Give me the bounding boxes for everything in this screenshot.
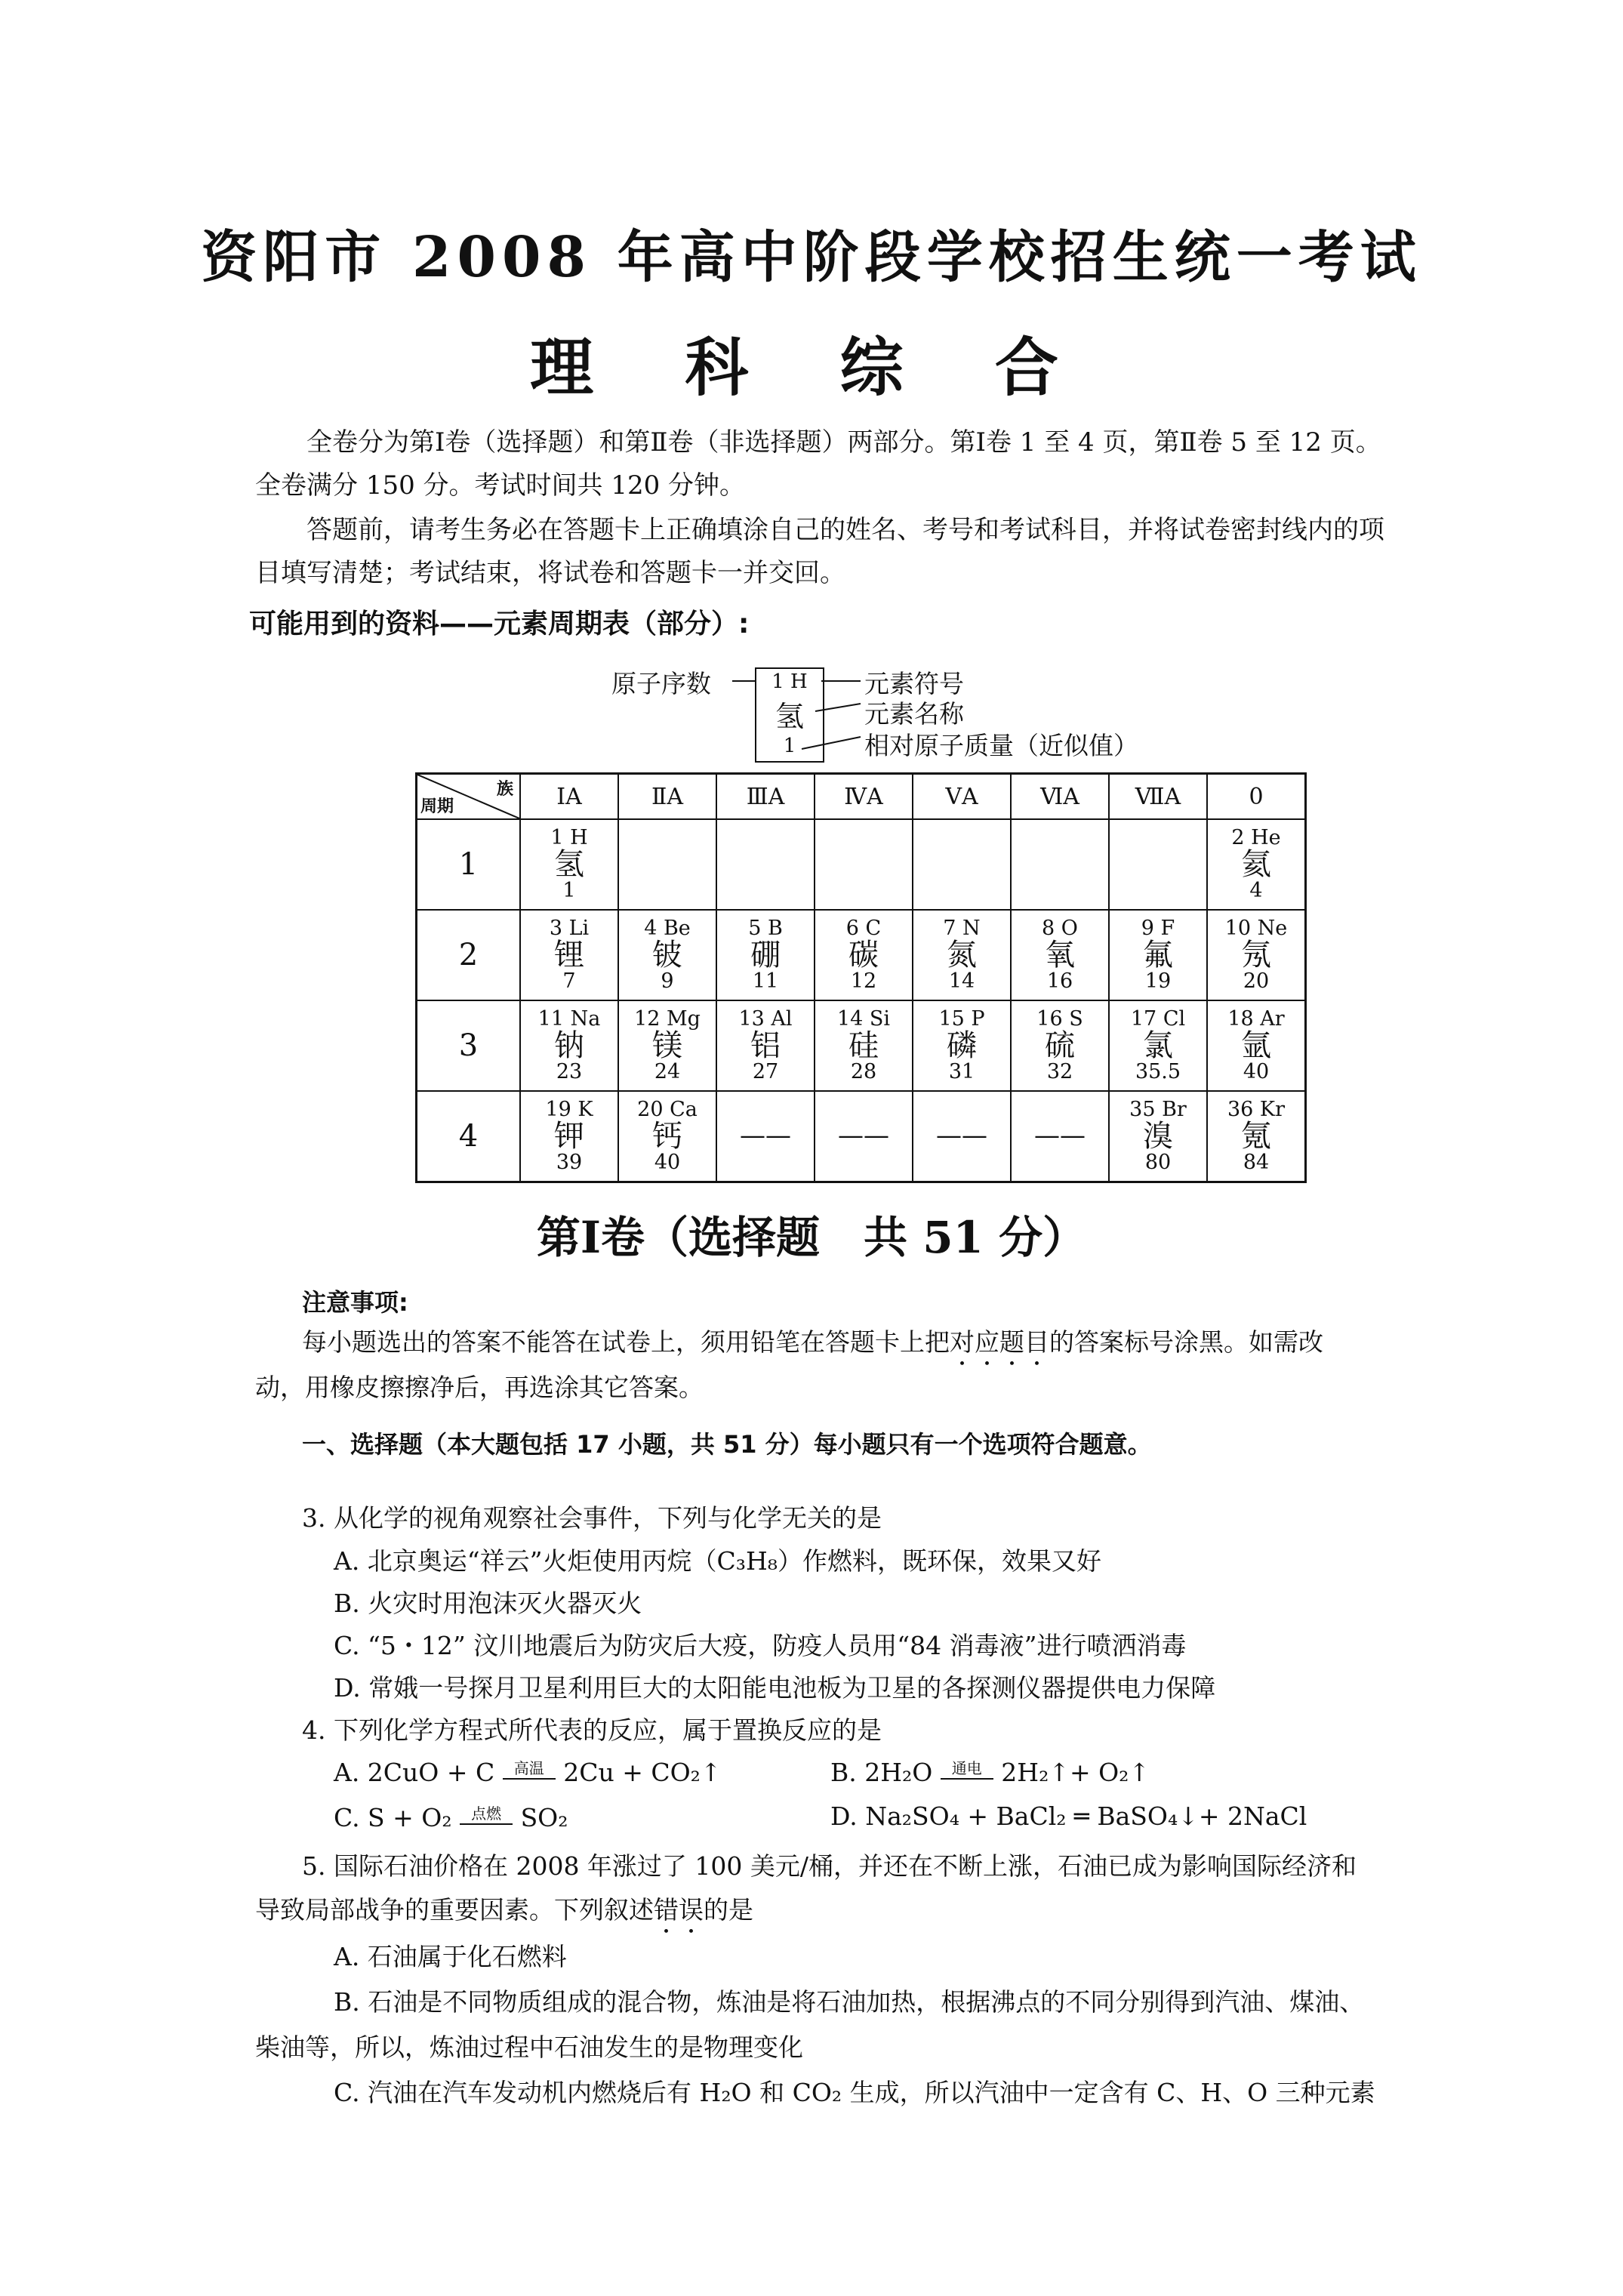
empty-cell [618, 819, 716, 910]
element-cell [520, 910, 618, 1000]
legend-atomic-number-label: 原子序数 [611, 669, 711, 698]
element-mass: 23 [556, 1060, 583, 1083]
q4-b-left: B. 2H₂O [830, 1758, 933, 1787]
element-symbol: 19 K [545, 1097, 593, 1121]
element-symbol: 17 Cl [1130, 1006, 1186, 1031]
element-cell [1011, 910, 1109, 1000]
periodic-legend [611, 661, 1140, 767]
element-mass: 16 [1046, 969, 1073, 993]
periodic-table-body [417, 819, 1306, 1182]
element-symbol: 11 Na [537, 1006, 601, 1031]
legend-name-label: 元素名称 [864, 699, 964, 729]
element-name: 锂 [554, 938, 584, 972]
element-cell [618, 910, 716, 1000]
element-name: 溴 [1143, 1119, 1173, 1154]
q4-a-condition: 高温 [503, 1756, 556, 1780]
legend-box-mass: 1 [783, 735, 796, 757]
q5-option-a: A. 石油属于化石燃料 [334, 1942, 567, 1971]
element-mass: 19 [1144, 969, 1172, 993]
q4-option-d: D. Na₂SO₄ + BaCl₂ ═ BaSO₄↓+ 2NaCl [830, 1801, 1307, 1831]
element-symbol: 36 Kr [1227, 1097, 1286, 1121]
element-symbol: 20 Ca [637, 1097, 698, 1121]
element-mass: 31 [948, 1060, 975, 1083]
element-name: 硫 [1045, 1028, 1075, 1063]
dash-mark: —— [838, 1120, 889, 1151]
notice-line-2: 动，用橡皮擦擦净后，再选涂其它答案。 [255, 1373, 704, 1402]
q3-option-d: D. 常娥一号探月卫星利用巨大的太阳能电池板为卫星的各探测仪器提供电力保障 [334, 1673, 1216, 1703]
element-symbol: 18 Ar [1227, 1006, 1285, 1031]
element-cell [716, 910, 815, 1000]
element-cell [913, 1000, 1011, 1091]
element-cell [1207, 819, 1306, 910]
element-name: 铍 [652, 938, 682, 972]
element-symbol: 14 Si [836, 1006, 891, 1031]
element-mass: 27 [752, 1060, 779, 1083]
element-symbol: 10 Ne [1224, 916, 1288, 940]
dash-cell [815, 1091, 913, 1182]
table-corner-cell [417, 774, 521, 820]
element-cell [520, 819, 618, 910]
intro-paragraph-1: 全卷分为第Ⅰ卷（选择题）和第Ⅱ卷（非选择题）两部分。第Ⅰ卷 1 至 4 页，第Ⅱ卷 5 至 12 页。全卷满分 150 分。考试时间共 120 分钟。 [255, 427, 1381, 501]
q3-option-a: A. 北京奥运“祥云”火炬使用丙烷（C₃H₈）作燃料，既环保，效果又好 [334, 1546, 1102, 1576]
period-number: 1 [417, 819, 521, 910]
group-header: ⅦA [1109, 774, 1207, 820]
element-symbol: 3 Li [549, 916, 590, 940]
element-name: 氢 [554, 847, 584, 882]
element-mass: 80 [1144, 1151, 1172, 1174]
element-name: 镁 [652, 1028, 682, 1063]
element-mass: 7 [562, 969, 576, 993]
element-cell [815, 1000, 913, 1091]
element-mass: 1 [562, 879, 576, 902]
part1-title: 第Ⅰ卷（选择题 共 51 分） [536, 1212, 1087, 1263]
element-symbol: 16 S [1036, 1006, 1083, 1031]
element-mass: 4 [1249, 879, 1263, 902]
element-mass: 12 [850, 969, 877, 993]
reference-title: 可能用到的资料——元素周期表（部分）: [249, 609, 750, 639]
group-header: 0 [1207, 774, 1306, 820]
element-mass: 40 [654, 1151, 681, 1174]
period-row [417, 910, 1306, 1000]
element-name: 氮 [947, 938, 977, 972]
element-mass: 11 [752, 969, 779, 993]
element-name: 氯 [1143, 1028, 1173, 1063]
period-number: 2 [417, 910, 521, 1000]
empty-cell [913, 819, 1011, 910]
element-symbol: 5 B [748, 916, 783, 940]
period-row [417, 1091, 1306, 1182]
element-name: 钾 [554, 1119, 584, 1154]
q4-c-right: SO₂ [520, 1803, 568, 1832]
empty-cell [1011, 819, 1109, 910]
q4-option-a [334, 1756, 722, 1787]
notice-emphasis: 对应题目 [950, 1327, 1049, 1357]
period-number: 4 [417, 1091, 521, 1182]
element-symbol: 9 F [1141, 916, 1175, 940]
empty-cell [716, 819, 815, 910]
element-symbol: 12 Mg [634, 1006, 701, 1031]
q5-option-b-line-2: 柴油等，所以，炼油过程中石油发生的是物理变化 [255, 2032, 803, 2062]
element-name: 磷 [947, 1028, 977, 1063]
q3-option-c: C. “5・12” 汶川地震后为防灾后大疫，防疫人员用“84 消毒液”进行喷洒消毒 [334, 1631, 1187, 1660]
empty-cell [1109, 819, 1207, 910]
element-cell [815, 910, 913, 1000]
group-header-row [417, 774, 1306, 820]
q4-c-left: C. S + O₂ [334, 1803, 452, 1832]
q5-option-b-line-1: B. 石油是不同物质组成的混合物，炼油是将石油加热，根据沸点的不同分别得到汽油、煤油、 [334, 1987, 1365, 2017]
dash-mark: —— [740, 1120, 791, 1151]
legend-symbol-label: 元素符号 [864, 669, 964, 698]
q4-c-condition: 点燃 [460, 1801, 513, 1825]
q4-b-condition: 通电 [941, 1756, 993, 1780]
notice-line-1 [302, 1323, 1323, 1372]
element-cell [1207, 1000, 1306, 1091]
element-name: 硅 [848, 1028, 879, 1063]
element-name: 氖 [1241, 938, 1271, 972]
legend-box-name: 氢 [775, 700, 804, 733]
q4-b-right: 2H₂↑+ O₂↑ [1001, 1758, 1150, 1787]
element-cell [913, 910, 1011, 1000]
corner-group-label: 族 [496, 780, 513, 799]
q5-stem-text-a: 导致局部战争的重要因素。下列叙述 [255, 1895, 654, 1925]
q4-a-left: A. 2CuO + C [334, 1758, 495, 1787]
period-number: 3 [417, 1000, 521, 1091]
exam-subject: 理 科 综 合 [530, 330, 1093, 405]
group-header: ⅣA [815, 774, 913, 820]
q4-option-b [830, 1756, 1150, 1787]
dash-cell [716, 1091, 815, 1182]
element-symbol: 35 Br [1129, 1097, 1187, 1121]
element-name: 氟 [1143, 938, 1173, 972]
dash-cell [913, 1091, 1011, 1182]
element-name: 钠 [554, 1028, 584, 1063]
legend-mass-label: 相对原子质量（近似值） [864, 731, 1138, 760]
element-name: 氩 [1241, 1028, 1271, 1063]
dash-mark: —— [936, 1120, 987, 1151]
element-cell [1109, 1091, 1207, 1182]
q5-stem-line-1: 5. 国际石油价格在 2008 年涨过了 100 美元/桶，并还在不断上涨，石油已成为影响国际经济和 [302, 1851, 1357, 1881]
element-mass: 39 [556, 1151, 583, 1174]
element-cell [1011, 1000, 1109, 1091]
element-symbol: 13 Al [738, 1006, 793, 1031]
empty-cell [815, 819, 913, 910]
element-mass: 9 [661, 969, 674, 993]
notice-text-b: 的答案标号涂黑。如需改 [1049, 1327, 1323, 1357]
notice-text-a: 每小题选出的答案不能答在试卷上，须用铅笔在答题卡上把 [302, 1327, 950, 1357]
element-name: 硼 [750, 938, 781, 972]
element-cell [618, 1000, 716, 1091]
element-name: 碳 [848, 938, 879, 972]
element-mass: 84 [1243, 1151, 1270, 1174]
q5-stem-line-2 [255, 1891, 753, 1940]
group-header: ⅥA [1011, 774, 1109, 820]
element-mass: 40 [1243, 1060, 1270, 1083]
q3-stem: 3. 从化学的视角观察社会事件，下列与化学无关的是 [302, 1503, 882, 1533]
element-symbol: 7 N [943, 916, 981, 940]
q5-emphasis: 错误 [654, 1895, 704, 1925]
notice-title: 注意事项: [302, 1288, 408, 1317]
q3-option-b: B. 火灾时用泡沫灭火器灭火 [334, 1589, 642, 1618]
intro-paragraph-2: 答题前，请考生务必在答题卡上正确填涂自己的姓名、考号和考试科目，并将试卷密封线内的项目填写清楚；考试结束，将试卷和答题卡一并交回。 [255, 515, 1384, 588]
element-mass: 14 [948, 969, 975, 993]
period-row [417, 1000, 1306, 1091]
q4-stem: 4. 下列化学方程式所代表的反应，属于置换反应的是 [302, 1715, 882, 1745]
legend-box-symbol: 1 H [771, 670, 808, 693]
element-cell [618, 1091, 716, 1182]
group-header: ⅡA [618, 774, 716, 820]
element-mass: 32 [1046, 1060, 1073, 1083]
corner-period-label: 周期 [420, 797, 454, 816]
element-mass: 28 [850, 1060, 877, 1083]
q5-stem-text-b: 的是 [704, 1895, 753, 1925]
group-header: ⅢA [716, 774, 815, 820]
element-symbol: 6 C [845, 916, 882, 940]
element-name: 氦 [1241, 847, 1271, 882]
element-mass: 35.5 [1135, 1060, 1181, 1083]
element-cell [1109, 910, 1207, 1000]
group-header: ⅤA [913, 774, 1011, 820]
element-mass: 20 [1243, 969, 1270, 993]
element-symbol: 4 Be [644, 916, 691, 940]
element-cell [520, 1000, 618, 1091]
dash-mark: —— [1034, 1120, 1086, 1151]
element-name: 氧 [1045, 938, 1075, 972]
element-symbol: 15 P [938, 1006, 985, 1031]
element-cell [1207, 910, 1306, 1000]
element-mass: 24 [654, 1060, 681, 1083]
period-row [417, 819, 1306, 910]
element-symbol: 1 H [550, 825, 588, 849]
element-cell [1207, 1091, 1306, 1182]
periodic-table [415, 772, 1307, 1183]
dash-cell [1011, 1091, 1109, 1182]
q4-option-c [334, 1801, 568, 1832]
element-cell [1109, 1000, 1207, 1091]
element-name: 氪 [1241, 1119, 1271, 1154]
group-header: ⅠA [520, 774, 618, 820]
exam-title: 资阳市 2008 年高中阶段学校招生统一考试 [201, 225, 1422, 290]
element-name: 钙 [652, 1119, 682, 1154]
element-name: 铝 [750, 1028, 781, 1063]
element-symbol: 2 He [1231, 825, 1281, 849]
q4-a-right: 2Cu + CO₂↑ [563, 1758, 722, 1787]
section-heading: 一、选择题（本大题包括 17 小题，共 51 分）每小题只有一个选项符合题意。 [302, 1430, 1152, 1459]
element-symbol: 8 O [1042, 916, 1078, 940]
legend-key-box [755, 667, 824, 763]
q5-option-c: C. 汽油在汽车发动机内燃烧后有 H₂O 和 CO₂ 生成，所以汽油中一定含有 C、H、O 三种元素 [334, 2078, 1375, 2107]
element-cell [520, 1091, 618, 1182]
element-cell [716, 1000, 815, 1091]
